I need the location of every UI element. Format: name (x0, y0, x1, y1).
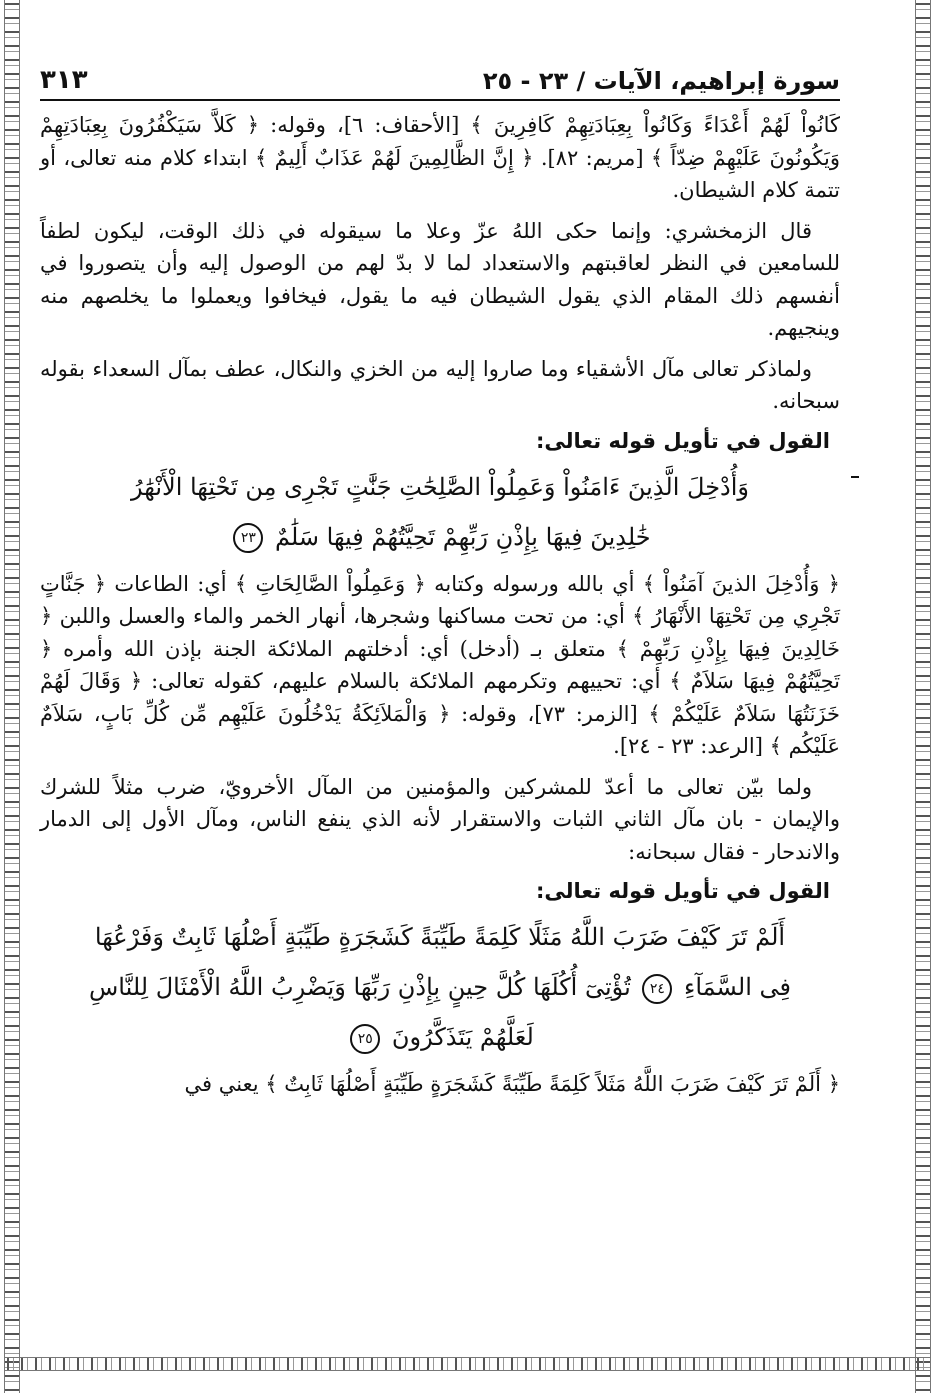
paragraph-4: ﴿ وَأُدْخِلَ الذينَ آمَنُواْ ﴾ أي بالله ورسوله وكتابه ﴿ وَعَمِلُواْ الصَّالِحَاتِ ﴾ أي: الطاعات ﴿ جَنَّاتٍ تَجْرِي مِن تَحْتِهَا الأَنْهَارُ ﴾ أي: من تحت مساكنها وشجرها، أنهار الخمر والماء والعسل واللبن ﴿ خَالِدِينَ فِيهَا بِإِذْنِ رَبِّهِمْ ﴾ متعلق بـ (أدخل) أي: أدخلتهم الملائكة الجنة بإذن الله وأمره ﴿ تَحِيَّتُهُمْ فِيهَا سَلاَمٌ ﴾ أي: تحييهم وتكرمهم الملائكة بالسلام عليهم، كقوله تعالى: ﴿ وَقَالَ لَهُمْ خَزَنَتُهَا سَلاَمٌ عَلَيْكُمْ ﴾ [الزمر: ٧٣]، وقوله: ﴿ وَالْمَلاَئِكَةُ يَدْخُلُونَ عَلَيْهِم مِّن كُلِّ بَابٍ، سَلاَمٌ عَلَيْكُم ﴾ [الرعد: ٢٣ - ٢٤]. (40, 571, 841, 758)
section-heading-2: القول في تأويل قوله تعالى: (536, 879, 830, 903)
paragraph-6: ﴿ أَلَمْ تَرَ كَيْفَ ضَرَبَ اللَّهُ مَثَلاً كَلِمَةً طَيِّبَةً كَشَجَرَةٍ طَيِّبَةٍ أَصْلُهَا ثَابِتٌ ﴾ يعني في (184, 1072, 840, 1096)
decorative-border-bottom (4, 1357, 931, 1371)
header-title: سورة إبراهيم، الآيات / ٢٣ - ٢٥ (482, 67, 840, 95)
verse-24-line-1: أَلَمْ تَرَ كَيْفَ ضَرَبَ اللَّهُ مَثَلًا كَلِمَةً طَيِّبَةً كَشَجَرَةٍ طَيِّبَةٍ أَصْلُهَا ثَابِتٌ وَفَرْعُهَا (94, 923, 786, 951)
book-page (40, 55, 840, 1101)
verse-23-line-2: خَٰلِدِينَ فِيهَا بِإِذْنِ رَبِّهِمْ تَحِيَّتُهُمْ فِيهَا سَلَٰمٌ (275, 522, 651, 551)
margin-dash (851, 476, 859, 478)
page-number: ٣١٣ (40, 65, 88, 95)
paragraph-5: ولما بيّن تعالى ما أعدّ للمشركين والمؤمنين من المآل الأخرويّ، ضرب مثلاً للشرك والإيمان - بان مآل الثاني الثبات والاستقرار لأنه الذي ينفع الناس، ومآل الأول إلى الدمار والاندحار - فقال سبحانه: (40, 774, 840, 864)
verse-number-badge: ٢٤ (642, 974, 672, 1004)
quran-verse-23 (40, 462, 840, 562)
verse-24-line-2: فِى السَّمَآءِ (684, 973, 791, 1001)
verse-number-badge: ٢٣ (233, 523, 263, 553)
verse-23-line-1: وَأُدْخِلَ الَّذِينَ ءَامَنُواْ وَعَمِلُواْ الصَّٰلِحَٰتِ جَنَّٰتٍ تَجْرِى مِن تَحْتِهَا الْأَنْهَٰرُ (131, 472, 749, 501)
paragraph-3: ولماذكر تعالى مآل الأشقياء وما صاروا إليه من الخزي والنكال، عطف بمآل السعداء بقوله سبحانه. (40, 356, 840, 413)
quran-verses-24-25 (40, 912, 840, 1062)
verse-number-badge: ٢٥ (350, 1024, 380, 1054)
paragraph-1: كَانُواْ لَهُمْ أَعْدَاءً وَكَانُواْ بِعِبَادَتِهِمْ كَافِرِينَ ﴾ [الأحقاف: ٦]، وقوله: ﴿ كَلاَّ سَيَكْفُرُونَ بِعِبَادَتِهِمْ وَيَكُونُونَ عَلَيْهِمْ ضِدّاً ﴾ [مريم: ٨٢]. ﴿ إِنَّ الظَّالِمِينَ لَهُمْ عَذَابٌ أَلِيمٌ ﴾ ابتداء كلام منه تعالى، أو تتمة كلام الشيطان. (40, 113, 840, 202)
verse-25-line-2: لَعَلَّهُمْ يَتَذَكَّرُونَ (391, 1023, 534, 1051)
paragraph-2: قال الزمخشري: وإنما حكى اللهُ عزّ وعلا ما سيقوله في ذلك الوقت، ليكون لطفاً للسامعين في النظر لعاقبتهم والاستعداد لما لا بدّ لهم من الوصول إليه وأن يتصوروا في أنفسهم ذلك المقام الذي يقول الشيطان فيه ما يقول، فيخافوا ويعملوا ما يخلصهم منه وينجيهم. (40, 218, 840, 340)
decorative-border-right (915, 0, 931, 1393)
section-heading-1: القول في تأويل قوله تعالى: (536, 428, 830, 453)
decorative-border-left (4, 0, 20, 1393)
verse-25-line-1: تُؤْتِىٓ أُكُلَهَا كُلَّ حِينٍ بِإِذْنِ رَبِّهَا وَيَضْرِبُ اللَّهُ الْأَمْثَالَ لِلنَّاسِ (88, 973, 631, 1001)
running-header (40, 55, 840, 101)
